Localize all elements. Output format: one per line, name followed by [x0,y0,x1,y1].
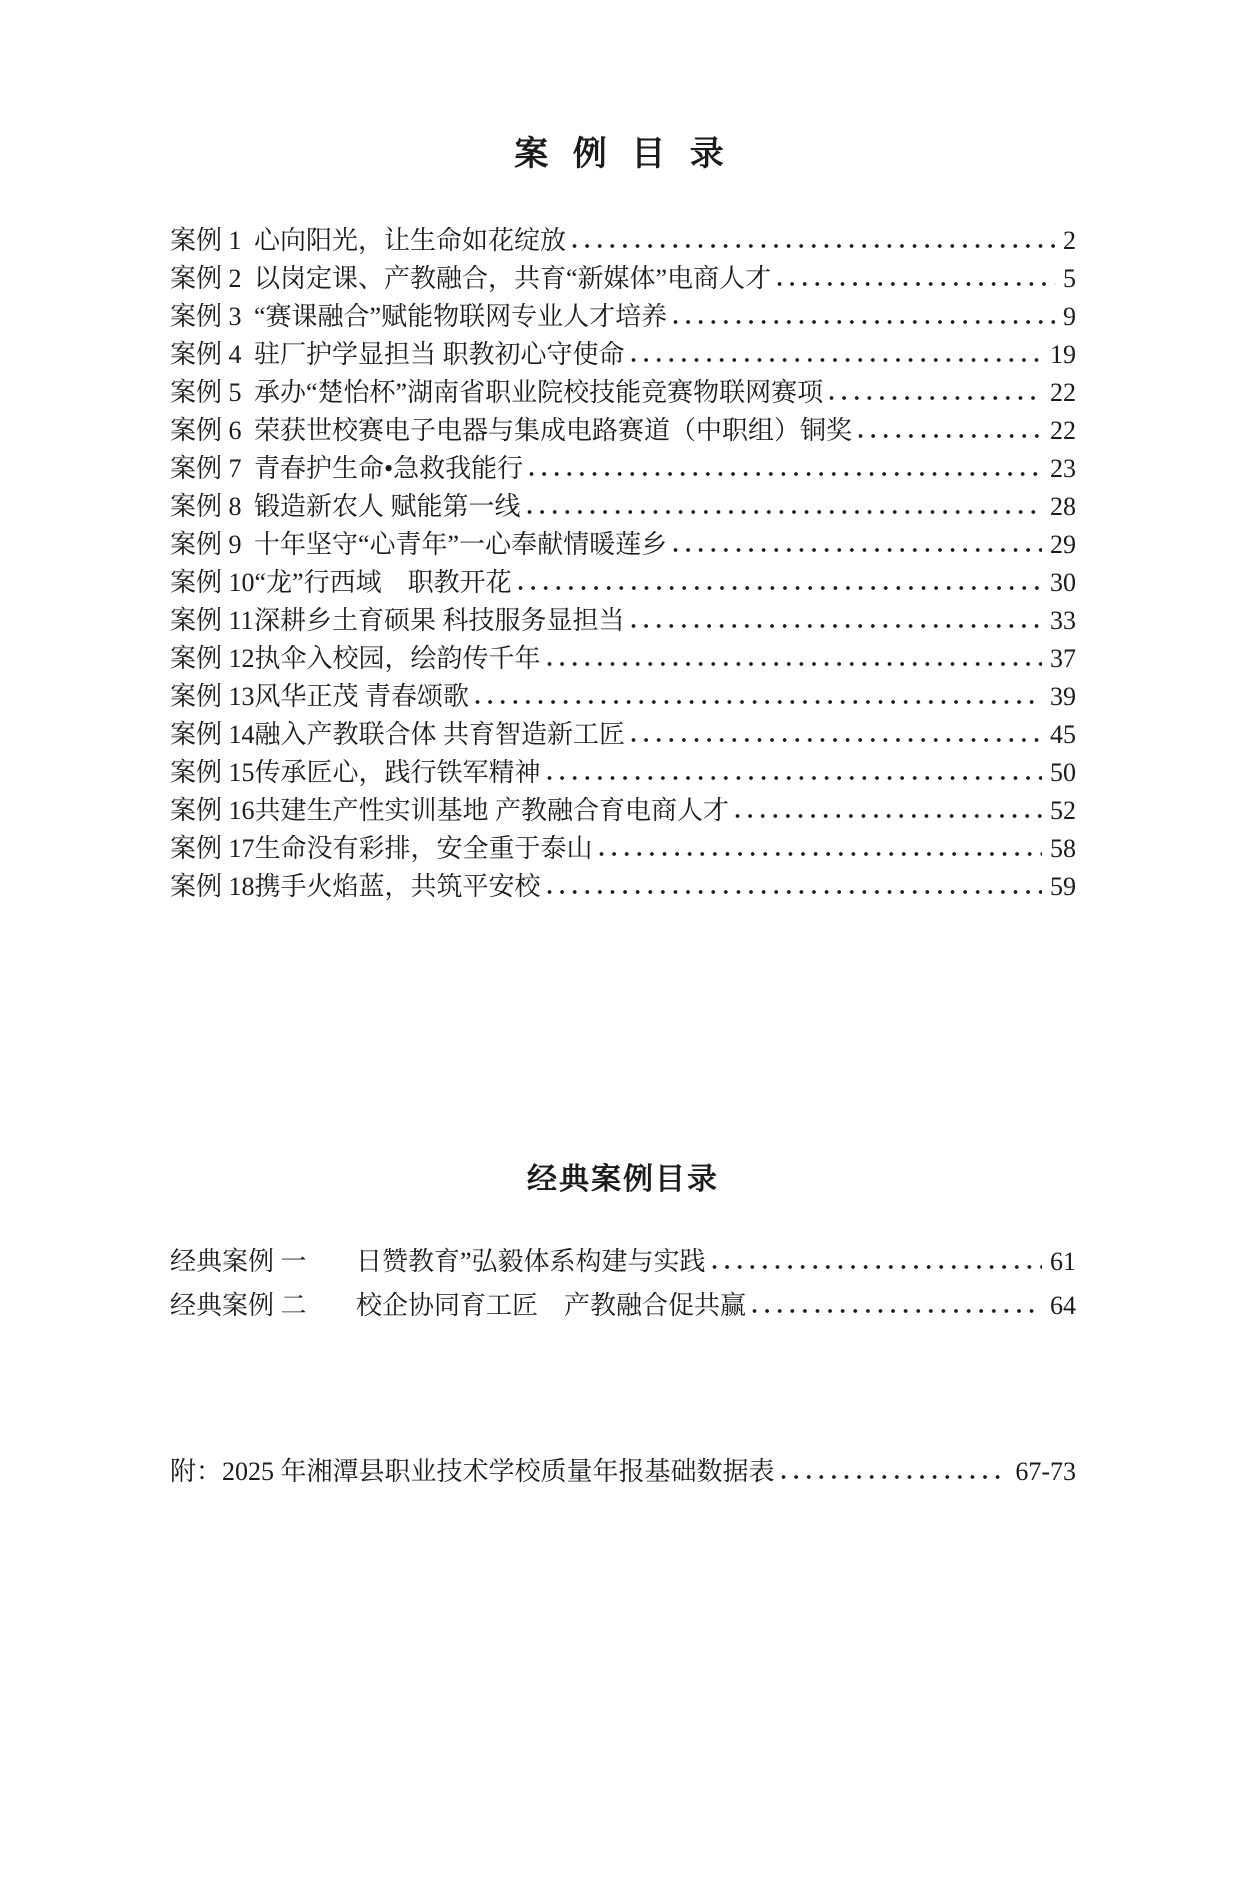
toc-entry[interactable] [170,604,1076,642]
entry-page: 64 [1050,1291,1076,1320]
entry-label: 案例 17 [170,834,255,863]
toc-entry[interactable] [170,1245,1076,1289]
entry-label: 案例 16 [170,796,255,825]
toc-entry[interactable] [170,376,1076,414]
toc-entry[interactable] [170,528,1076,566]
dot-leader [858,433,1042,439]
entry-title: 执伞入校园，绘韵传千年 [254,644,541,673]
dot-leader [518,585,1042,591]
entry-label: 经典案例 一 [170,1247,307,1276]
document-page [170,135,1076,1493]
dot-leader [735,813,1042,819]
dot-leader [475,699,1042,705]
entry-title: 青春护生命•急救我能行 [254,454,524,483]
entry-page: 28 [1050,492,1076,521]
entry-title: 驻厂护学显担当 职教初心守使命 [254,340,625,369]
entry-title: 深耕乡土育硕果 科技服务显担当 [254,606,625,635]
dot-leader [599,851,1042,857]
entry-label: 案例 5 [170,378,242,407]
dot-leader [527,509,1042,515]
entry-page: 9 [1063,302,1076,331]
toc-entry[interactable] [170,870,1076,908]
entry-page: 33 [1050,606,1076,635]
entry-label: 案例 9 [170,530,242,559]
entry-page: 22 [1050,416,1076,445]
entry-label: 案例 7 [170,454,242,483]
appendix-page: 67-73 [1015,1457,1076,1486]
dot-leader [752,1308,1042,1314]
entry-label: 案例 2 [170,264,242,293]
entry-title: 校企协同育工匠 产教融合促共赢 [356,1291,747,1320]
entry-label: 案例 8 [170,492,242,521]
toc-entry[interactable] [170,490,1076,528]
appendix-entry[interactable] [170,1455,1076,1493]
dot-leader [529,471,1042,477]
toc-entry[interactable] [170,680,1076,718]
entry-title: “龙”行西域 职教开花 [254,568,512,597]
toc-entry[interactable] [170,718,1076,756]
dot-leader [547,661,1042,667]
dot-leader [631,357,1042,363]
entry-page: 23 [1050,454,1076,483]
entry-label: 案例 12 [170,644,255,673]
entry-page: 39 [1050,682,1076,711]
dot-leader [673,547,1042,553]
entry-title: 锻造新农人 赋能第一线 [254,492,521,521]
toc-entry[interactable] [170,566,1076,604]
toc-entry[interactable] [170,338,1076,376]
toc-title: 案 例 目 录 [514,136,732,173]
entry-label: 经典案例 二 [170,1291,307,1320]
entry-label: 案例 18 [170,872,255,901]
toc-entry[interactable] [170,452,1076,490]
entry-title: 以岗定课、产教融合，共育“新媒体”电商人才 [254,264,772,293]
entry-title: 共建生产性实训基地 产教融合育电商人才 [254,796,730,825]
entry-label: 案例 15 [170,758,255,787]
entry-page: 45 [1050,720,1076,749]
toc-entry[interactable] [170,414,1076,452]
toc-entry[interactable] [170,224,1076,262]
entry-label: 案例 14 [170,720,255,749]
toc-list [170,224,1076,908]
entry-page: 61 [1050,1247,1076,1276]
entry-title: 心向阳光，让生命如花绽放 [254,226,567,255]
dot-leader [547,775,1042,781]
entry-title: “赛课融合”赋能物联网专业人才培养 [254,302,668,331]
entry-title: 生命没有彩排，安全重于泰山 [254,834,593,863]
entry-page: 52 [1050,796,1076,825]
entry-page: 58 [1050,834,1076,863]
toc-entry[interactable] [170,794,1076,832]
entry-label: 案例 3 [170,302,242,331]
entry-label: 案例 11 [170,606,254,635]
classic-toc-list [170,1245,1076,1333]
entry-title: 承办“楚怡杯”湖南省职业院校技能竞赛物联网赛项 [254,378,824,407]
toc-entry[interactable] [170,756,1076,794]
dot-leader [673,319,1055,325]
toc-entry[interactable] [170,832,1076,870]
entry-page: 37 [1050,644,1076,673]
entry-page: 5 [1063,264,1076,293]
entry-title: 传承匠心，践行铁军精神 [254,758,541,787]
entry-title: 十年坚守“心青年”一心奉献情暖莲乡 [254,530,668,559]
dot-leader [631,623,1042,629]
entry-page: 30 [1050,568,1076,597]
entry-title: 融入产教联合体 共育智造新工匠 [254,720,626,749]
dot-leader [781,1474,1008,1480]
entry-label: 案例 4 [170,340,242,369]
entry-page: 19 [1050,340,1076,369]
classic-toc-title: 经典案例目录 [527,1163,719,1196]
entry-label: 案例 1 [170,226,242,255]
entry-label: 案例 10 [170,568,255,597]
toc-entry[interactable] [170,300,1076,338]
entry-page: 22 [1050,378,1076,407]
appendix-title: 附：2025 年湘潭县职业技术学校质量年报基础数据表 [170,1457,775,1486]
toc-entry[interactable] [170,1289,1076,1333]
entry-page: 2 [1063,226,1076,255]
entry-title: 日赞教育”弘毅体系构建与实践 [356,1247,706,1276]
dot-leader [829,395,1042,401]
entry-page: 29 [1050,530,1076,559]
entry-label: 案例 6 [170,416,242,445]
entry-label: 案例 13 [170,682,255,711]
entry-title: 携手火焰蓝，共筑平安校 [254,872,541,901]
appendix-section [170,1455,1076,1493]
toc-entry[interactable] [170,642,1076,680]
dot-leader [572,243,1055,249]
entry-page: 50 [1050,758,1076,787]
dot-leader [777,281,1055,287]
dot-leader [547,889,1042,895]
toc-entry[interactable] [170,262,1076,300]
dot-leader [712,1264,1042,1270]
dot-leader [631,737,1042,743]
entry-title: 风华正茂 青春颂歌 [254,682,470,711]
entry-page: 59 [1050,872,1076,901]
entry-title: 荣获世校赛电子电器与集成电路赛道（中职组）铜奖 [254,416,853,445]
